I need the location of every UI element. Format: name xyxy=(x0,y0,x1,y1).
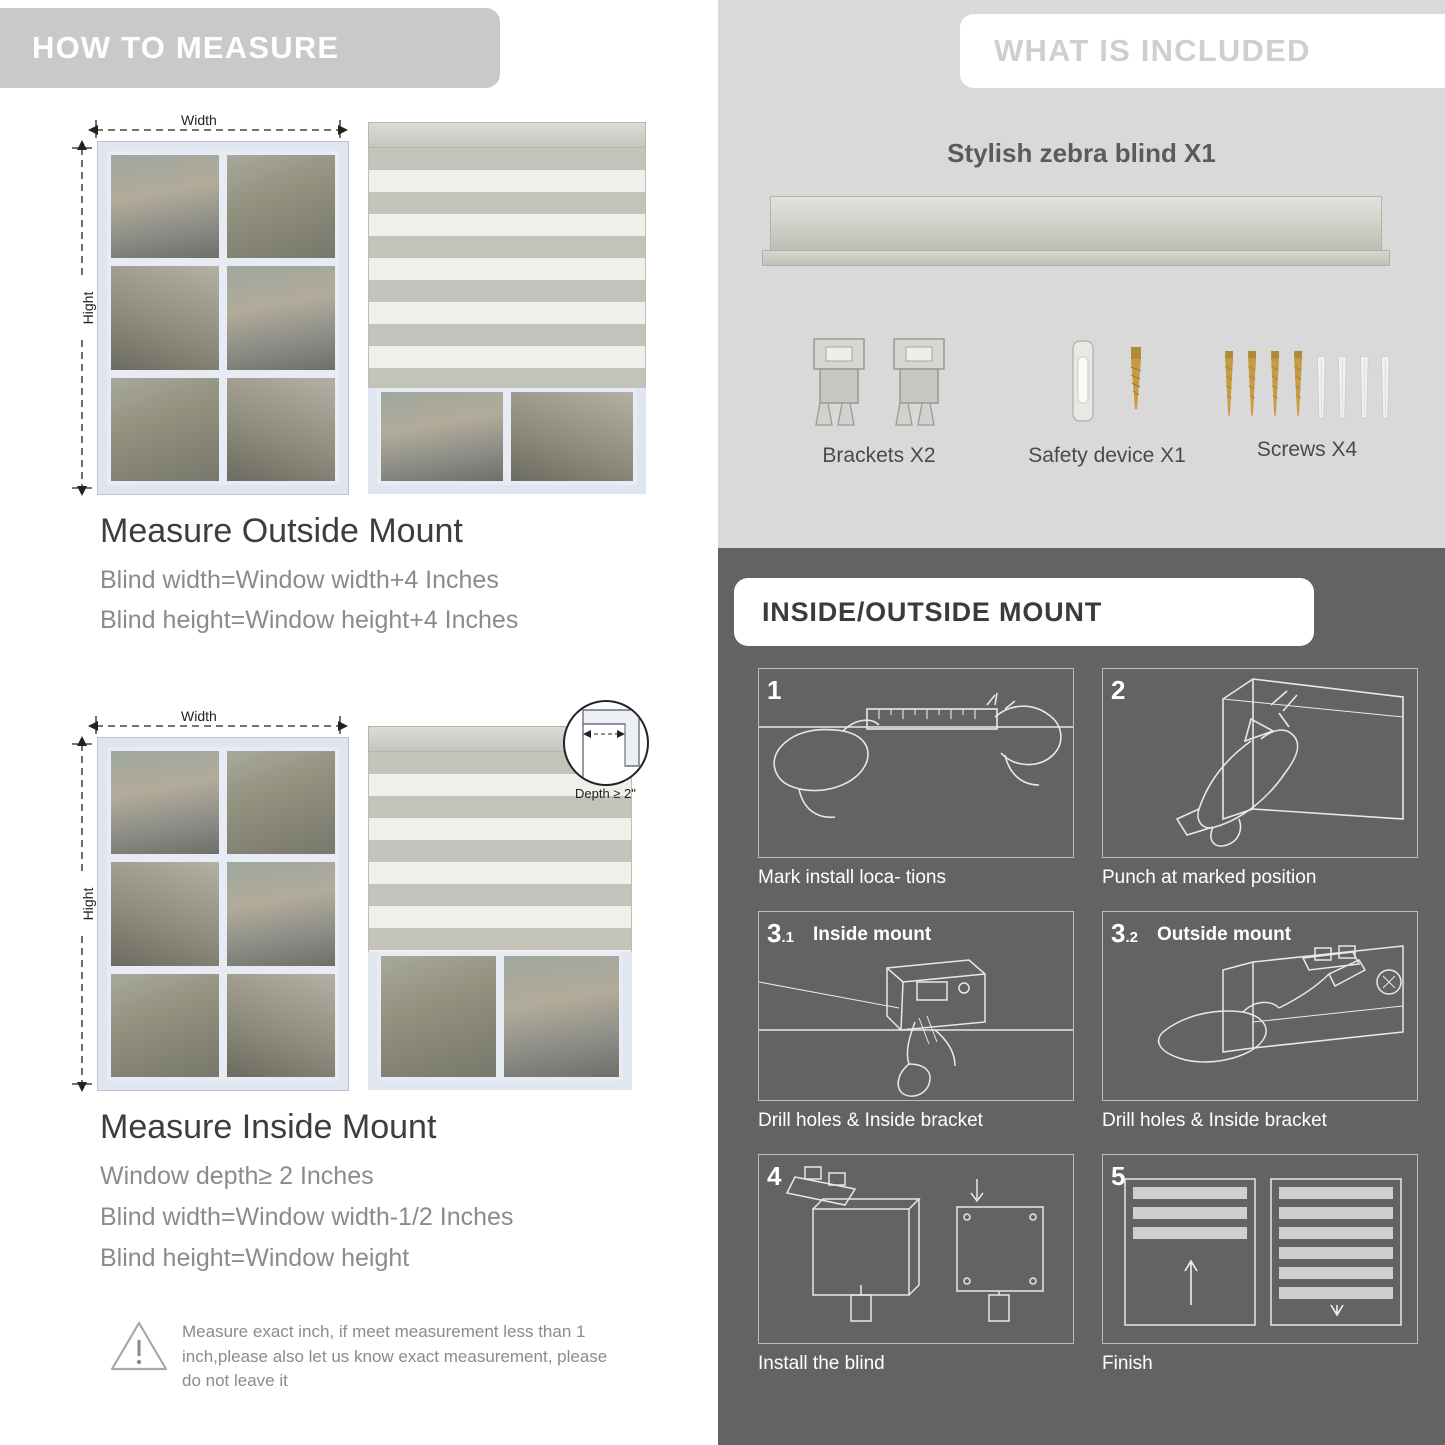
wall-anchor-icon xyxy=(1315,346,1328,430)
step-caption: Punch at marked position xyxy=(1102,867,1317,888)
outside-mount-line2: Blind height=Window height+4 Inches xyxy=(100,606,519,634)
screw-icon xyxy=(1245,338,1259,430)
screw-icon xyxy=(1268,338,1282,430)
mount-step-5 xyxy=(1102,1154,1418,1375)
mount-steps-grid xyxy=(758,668,1418,1375)
step-caption: Mark install loca- tions xyxy=(758,867,946,888)
how-to-measure-panel xyxy=(0,0,712,1445)
step-illustration-finish xyxy=(1103,1155,1418,1344)
screw-icon xyxy=(1222,338,1236,430)
window-inside xyxy=(98,738,348,1090)
what-is-included-header xyxy=(960,14,1445,88)
outside-height-label: Hight xyxy=(80,278,96,338)
inside-outside-mount-header xyxy=(734,578,1314,646)
included-part-brackets xyxy=(784,330,974,468)
inside-mount-title: Measure Inside Mount xyxy=(100,1108,437,1146)
what-is-included-title: WHAT IS INCLUDED xyxy=(994,33,1311,68)
window-outside xyxy=(98,142,348,494)
screw-icon xyxy=(1121,333,1151,433)
included-blind-graphic xyxy=(762,196,1390,268)
included-main-item-label: Stylish zebra blind X1 xyxy=(947,138,1216,168)
included-part-label: Safety device X1 xyxy=(1028,444,1186,467)
inside-mount-line2: Blind width=Window width-1/2 Inches xyxy=(100,1203,514,1231)
outside-mount-title: Measure Outside Mount xyxy=(100,512,463,550)
step-caption: Drill holes & Inside bracket xyxy=(1102,1110,1327,1131)
step-number: 3.2 xyxy=(1111,918,1138,948)
blind-outside-mount xyxy=(368,122,646,494)
outside-width-label: Width xyxy=(175,112,223,128)
mount-step-4 xyxy=(758,1154,1074,1375)
inside-outside-mount-panel xyxy=(718,548,1445,1445)
step-illustration-outside-bracket xyxy=(1103,912,1418,1101)
step-number: 3.1 xyxy=(767,918,794,948)
mount-step-2 xyxy=(1102,668,1418,889)
mount-step-1 xyxy=(758,668,1074,889)
bracket-icon xyxy=(806,333,872,433)
step-number: 5 xyxy=(1111,1161,1126,1191)
wall-anchor-icon xyxy=(1336,346,1349,430)
step-inbox-label: Outside mount xyxy=(1157,924,1292,945)
warning-triangle-icon xyxy=(110,1320,168,1372)
step-illustration-measure xyxy=(759,669,1074,858)
measure-note xyxy=(110,1320,630,1394)
included-part-screws xyxy=(1222,330,1392,462)
inside-mount-line3: Blind height=Window height xyxy=(100,1244,410,1272)
safety-device-icon xyxy=(1063,333,1103,433)
bracket-icon xyxy=(886,333,952,433)
step-illustration-install-blind xyxy=(759,1155,1074,1344)
included-part-label: Brackets X2 xyxy=(822,444,936,467)
inside-mount-line1: Window depth≥ 2 Inches xyxy=(100,1162,374,1190)
step-number: 1 xyxy=(767,675,782,705)
measure-note-text: Measure exact inch, if meet measurement less than 1 inch,please also let us know exact measurement, please do not leave it xyxy=(182,1322,608,1391)
mount-step-3-1 xyxy=(758,911,1074,1132)
outside-mount-line1: Blind width=Window width+4 Inches xyxy=(100,566,499,594)
step-illustration-drill xyxy=(1103,669,1418,858)
included-parts-row xyxy=(762,330,1390,510)
inside-height-label: Hight xyxy=(80,874,96,934)
step-inbox-label: Inside mount xyxy=(813,924,932,945)
step-caption: Finish xyxy=(1102,1353,1153,1374)
included-part-label: Screws X4 xyxy=(1256,438,1358,461)
how-to-measure-title: HOW TO MEASURE xyxy=(32,30,340,65)
inside-width-label: Width xyxy=(175,708,223,724)
wall-anchor-icon xyxy=(1358,346,1371,430)
step-number: 4 xyxy=(767,1161,782,1191)
depth-detail-circle xyxy=(563,700,649,786)
step-caption: Drill holes & Inside bracket xyxy=(758,1110,983,1131)
step-caption: Install the blind xyxy=(758,1353,885,1374)
included-part-safety-device xyxy=(1002,330,1212,468)
step-number: 2 xyxy=(1111,675,1126,705)
step-illustration-inside-bracket xyxy=(759,912,1074,1101)
inside-outside-mount-title: INSIDE/OUTSIDE MOUNT xyxy=(762,596,1103,627)
depth-label: Depth ≥ 2" xyxy=(575,786,636,801)
how-to-measure-header xyxy=(0,8,500,88)
screw-icon xyxy=(1291,338,1305,430)
wall-anchor-icon xyxy=(1379,346,1392,430)
mount-step-3-2 xyxy=(1102,911,1418,1132)
